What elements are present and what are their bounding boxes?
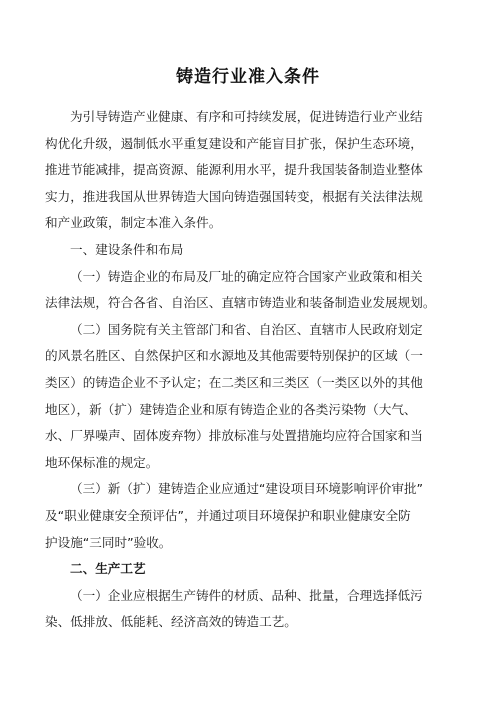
paragraph-line: 类区）的铸造企业不予认定；在二类区和三类区（一类区以外的其他 bbox=[45, 374, 423, 390]
document-title: 铸造行业准入条件 bbox=[176, 67, 320, 87]
paragraph-line: 染、低排放、低能耗、经济高效的铸造工艺。 bbox=[45, 614, 297, 630]
paragraph-line: 的风景名胜区、自然保护区和水源地及其他需要特别保护的区域（一 bbox=[45, 348, 423, 364]
paragraph-line: （一）企业应根据生产铸件的材质、品种、批量，合理选择低污 bbox=[70, 587, 423, 603]
paragraph-line: 护设施“三同时”验收。 bbox=[45, 534, 172, 550]
paragraph-line: 和产业政策，制定本准入条件。 bbox=[45, 215, 222, 231]
paragraph-line: 实力，推进我国从世界铸造大国向铸造强国转变，根据有关法律法规 bbox=[45, 188, 423, 204]
paragraph-line: 一、建设条件和布局 bbox=[70, 241, 184, 257]
paragraph-line: 水、厂界噪声、固体废弃物）排放标准与处置措施均应符合国家和当 bbox=[45, 428, 423, 444]
section-heading-line: 二、生产工艺 bbox=[70, 561, 146, 577]
paragraph-line: 法律法规，符合各省、自治区、直辖市铸造业和装备制造业发展规划。 bbox=[45, 295, 436, 311]
paragraph-line: 及“职业健康安全预评估”，并通过项目环境保护和职业健康安全防 bbox=[45, 507, 411, 523]
paragraph-line: 地区），新（扩）建铸造企业和原有铸造企业的各类污染物（大气、 bbox=[45, 401, 417, 417]
paragraph-line: （三）新（扩）建铸造企业应通过“建设项目环境影响评价审批” bbox=[70, 481, 424, 497]
paragraph-line: （二）国务院有关主管部门和省、自治区、直辖市人民政府划定 bbox=[70, 321, 423, 337]
document-body bbox=[45, 104, 457, 636]
paragraph-line: 构优化升级，遏制低水平重复建设和产能盲目扩张，保护生态环境， bbox=[45, 135, 423, 151]
paragraph-line: 推进节能减排，提高资源、能源利用水平，提升我国装备制造业整体 bbox=[45, 162, 423, 178]
paragraph-line: 地环保标准的规定。 bbox=[45, 454, 159, 470]
paragraph-line: （一）铸造企业的布局及厂址的确定应符合国家产业政策和相关 bbox=[70, 268, 423, 284]
paragraph-line: 为引导铸造产业健康、有序和可持续发展，促进铸造行业产业结 bbox=[70, 109, 423, 124]
